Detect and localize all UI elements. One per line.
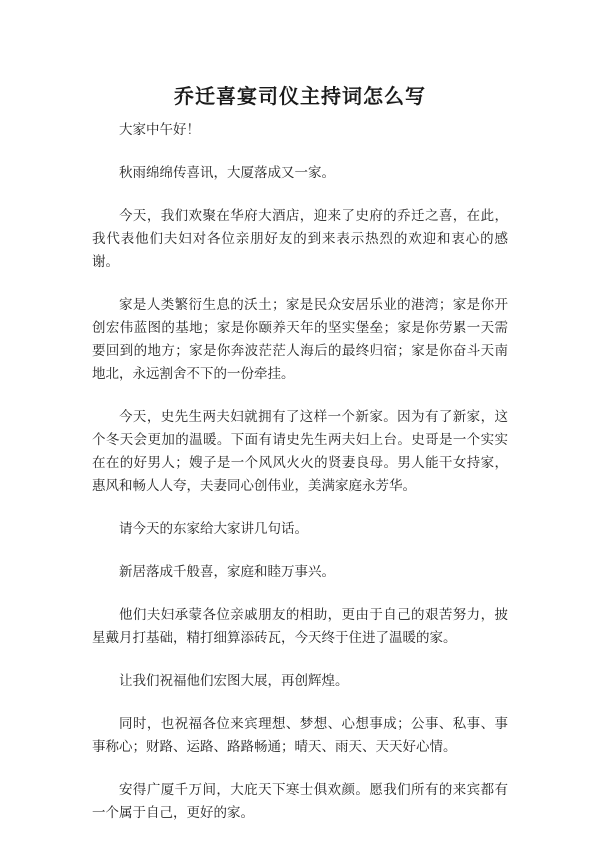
paragraph: 家是人类繁衍生息的沃土；家是民众安居乐业的港湾；家是你开创宏伟蓝图的基地；家是你颐养天年的坚实堡垒；家是你劳累一天需要回到的地方；家是你奔波茫茫人海后的最终归宿；家是你奋斗天南地北，永远割舍不下的一份牵挂。 bbox=[92, 297, 508, 382]
paragraph: 安得广厦千万间，大庇天下寒士俱欢颜。愿我们所有的来宾都有一个属于自己，更好的家。 bbox=[92, 782, 508, 821]
paragraph-greeting: 大家中午好！ bbox=[119, 122, 200, 138]
paragraph: 今天，我们欢聚在华府大酒店，迎来了史府的乔迁之喜，在此，我代表他们夫妇对各位亲朋好友的到来表示热烈的欢迎和衷心的感谢。 bbox=[92, 208, 508, 270]
paragraph: 新居落成千般喜，家庭和睦万事兴。 bbox=[119, 564, 335, 580]
document-body bbox=[92, 119, 508, 825]
paragraph: 同时，也祝福各位来宾理想、梦想、心想事成；公事、私事、事事称心；财路、运路、路路畅通；晴天、雨天、天天好心情。 bbox=[92, 716, 508, 755]
paragraph: 今天，史先生两夫妇就拥有了这样一个新家。因为有了新家，这个冬天会更加的温暖。下面有请史先生两夫妇上台。史哥是一个实实在在的好男人；嫂子是一个风风火火的贤妻良母。男人能干女持家，惠风和畅人人夸，夫妻同心创伟业，美满家庭永芳华。 bbox=[92, 409, 508, 494]
paragraph: 秋雨绵绵传喜讯，大厦落成又一家。 bbox=[119, 165, 335, 181]
paragraph: 他们夫妇承蒙各位亲戚朋友的相助，更由于自己的艰苦努力，披星戴月打基础，精打细算添砖瓦，今天终于住进了温暖的家。 bbox=[92, 607, 508, 646]
document-title: 乔迁喜宴司仪主持词怎么写 bbox=[174, 84, 426, 108]
paragraph: 请今天的东家给大家讲几句话。 bbox=[119, 521, 308, 537]
paragraph: 让我们祝福他们宏图大展，再创辉煌。 bbox=[119, 673, 349, 689]
